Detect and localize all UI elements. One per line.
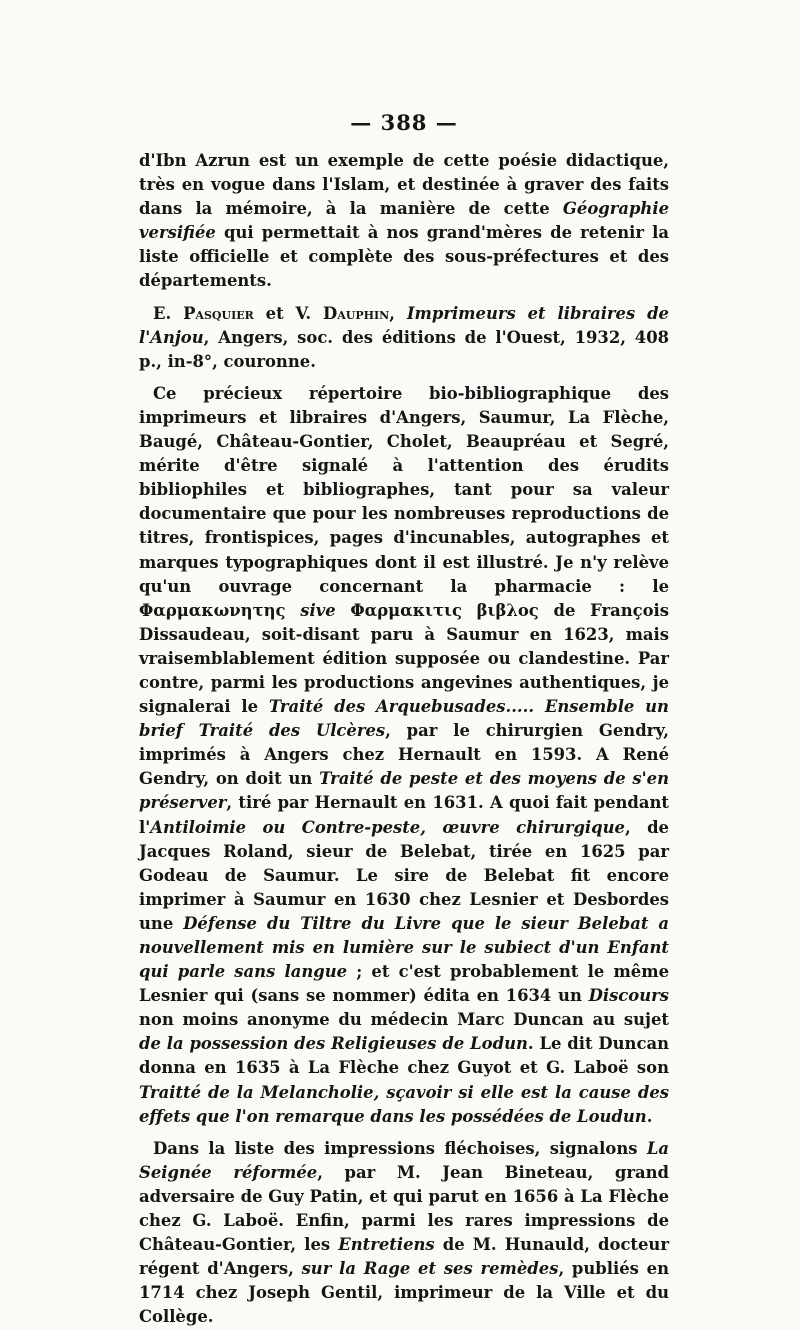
text-run: , Angers, soc. des éditions de l'Ouest, 1932, 408 p., in-8°, couronne. [139, 327, 669, 371]
italic-title: sive [285, 600, 351, 620]
italic-title: de la possession des Religieuses de Lodun [139, 1034, 528, 1054]
text-run: , publiés en 1714 chez Joseph Gentil, imprimeur de la Ville et du Collège. [139, 1259, 669, 1327]
paragraph [139, 149, 669, 294]
paragraph [139, 1137, 669, 1330]
text-run: de M. Hunauld, docteur régent d'Angers, [139, 1235, 669, 1279]
paragraph [139, 302, 669, 374]
text-run: ; et c'est probablement le même Lesnier qui (sans se nommer) édita en 1634 un [139, 962, 670, 1006]
text-run: Dans la liste des impressions fléchoises, signalons [153, 1138, 647, 1158]
text-run: non moins anonyme du médecin Marc Duncan au sujet [139, 1010, 669, 1030]
italic-title: Imprimeurs et libraires de l'Anjou [139, 303, 669, 347]
italic-title: Antiloimie ou Contre-peste, œuvre chirurgique [150, 817, 625, 837]
italic-title: sur la Rage et ses remèdes [301, 1259, 559, 1279]
italic-title: Traitté de la Melancholie, sçavoir si elle est la cause des effets que l'on remarque dans les possédées de Loudun [139, 1082, 669, 1126]
text-run: qui permettait à nos grand'mères de retenir la liste officielle et complète des sous-préfectures et des départements. [139, 223, 669, 291]
text-run: , de Jacques Roland, sieur de Belebat, tirée en 1625 par Godeau de Saumur. Le sire de Belebat fit encore imprimer à Saumur en 1630 chez Lesnier et Desbordes une [139, 817, 669, 933]
author-name: Pasquier [183, 303, 254, 323]
text-run: , par le chirurgien Gendry, imprimés à Angers chez Hernault en 1593. A René Gendry, on doit un [139, 721, 669, 789]
text-run: E. [153, 303, 184, 323]
author-name: Dauphin [323, 303, 390, 323]
italic-title: Traité des Arquebusades..... Ensemble un brief Traité des Ulcères [139, 697, 669, 741]
text-run: , [389, 303, 407, 323]
text-run: et V. [253, 303, 324, 323]
italic-title: La Seignée réformée [139, 1138, 669, 1182]
body-text [139, 149, 669, 1330]
text-run: Φαρμακωνητης [139, 600, 286, 620]
page-number: — 388 — [350, 110, 458, 135]
text-run: , tiré par Hernault en 1631. A quoi fait pendant l' [139, 793, 669, 837]
text-run: . Le dit Duncan donna en 1635 à La Flèche chez Guyot et G. Laboë son [139, 1034, 669, 1078]
text-run: Ce précieux répertoire bio-bibliographique des imprimeurs et libraires d'Angers, Saumur, La Flèche, Baugé, Château-Gontier, Cholet, Beaupréau et Segré, mérite d'être signalé à l'attention des érudits bibliophiles et bibliographes, tant pour sa valeur documentaire que pour les nombreuses reproductions de titres, frontispices, pages d'incunables, autographes et marques typographiques dont il est illustré. Je n'y relève qu'un ouvrage concernant la pharmacie : le [139, 383, 669, 596]
text-run: de François Dissaudeau, soit-disant paru à Saumur en 1623, mais vraisemblablement édition supposée ou clandestine. Par contre, parmi les productions angevines authentiques, je signalerai le [139, 600, 669, 717]
text-run: Φαρμακιτις βιβλος [350, 600, 539, 620]
italic-title: Géographie versifiée [139, 199, 669, 243]
italic-title: Traité de peste et des moyens de s'en préserver [139, 769, 669, 813]
italic-title: Discours [588, 986, 669, 1006]
italic-title: Défense du Tiltre du Livre que le sieur Belebat a nouvellement mis en lumière sur le subiect d'un Enfant qui parle sans langue [139, 913, 669, 982]
text-run: , par M. Jean Bineteau, grand adversaire de Guy Patin, et qui parut en 1656 à La Flèche chez G. Laboë. Enfin, parmi les rares impressions de Château-Gontier, les [139, 1162, 669, 1255]
italic-title: Entretiens [338, 1235, 435, 1255]
paragraph [139, 382, 669, 1129]
text-run: . [646, 1106, 653, 1126]
text-run: d'Ibn Azrun est un exemple de cette poésie didactique, très en vogue dans l'Islam, et destinée à graver des faits dans la mémoire, à la manière de cette [139, 151, 669, 219]
book-page [139, 110, 669, 1330]
